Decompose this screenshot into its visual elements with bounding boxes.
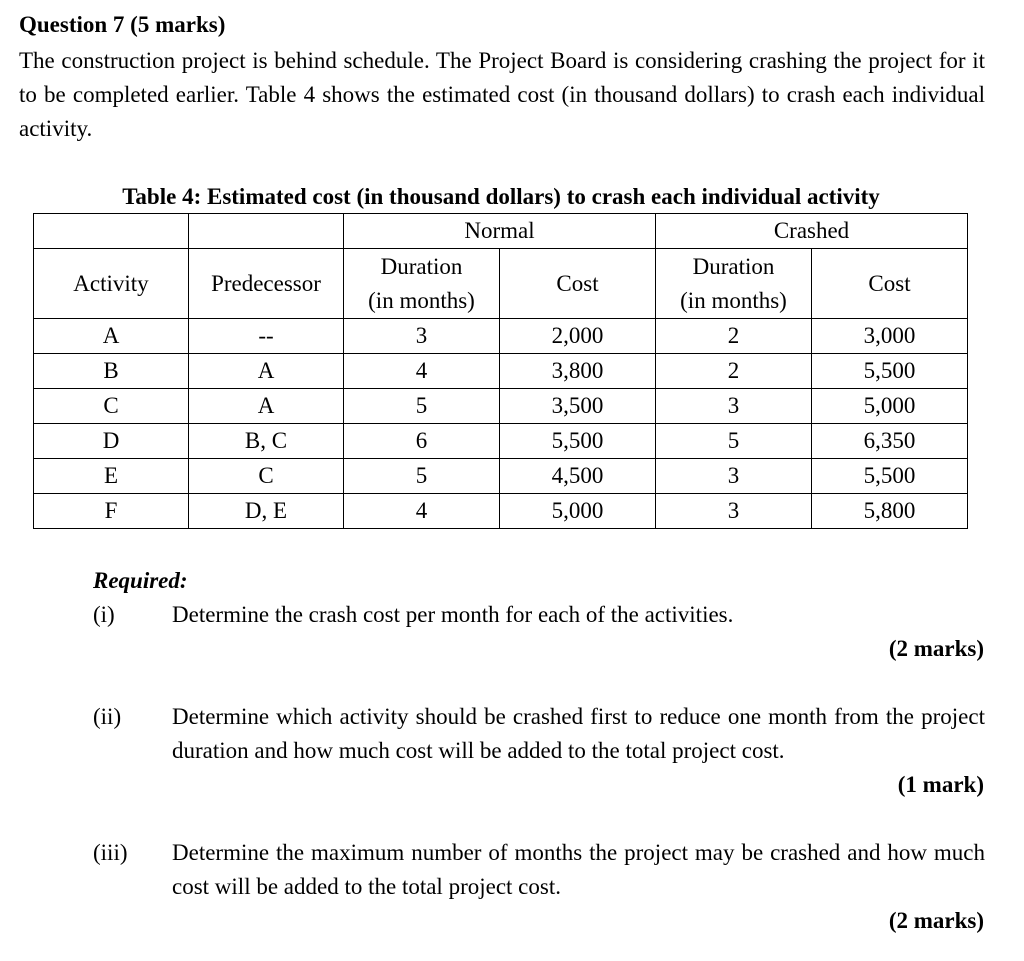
predecessor-cell: D, E (189, 494, 344, 529)
normal-duration-cell: 6 (344, 424, 500, 459)
crashed-duration-cell: 5 (656, 424, 812, 459)
crashed-duration-cell: 3 (656, 494, 812, 529)
table-row (34, 494, 968, 529)
crashed-duration-header (656, 249, 812, 319)
question-title: Question 7 (5 marks) (19, 12, 226, 37)
crashed-cost-cell: 3,000 (812, 319, 968, 354)
normal-group-header: Normal (344, 214, 656, 249)
normal-cost-cell: 3,500 (500, 389, 656, 424)
required-item-number: (ii) (93, 704, 122, 729)
required-item-text: Determine the crash cost per month for each of the activities. (172, 602, 734, 627)
crashed-cost-header: Cost (812, 249, 968, 319)
marks-label: (2 marks) (888, 908, 984, 933)
normal-duration-header-line1: Duration (380, 253, 463, 279)
empty-header-cell (189, 214, 344, 249)
table-row (34, 389, 968, 424)
normal-duration-header (344, 249, 500, 319)
table-caption: Table 4: Estimated cost (in thousand dollars) to crash each individual activity (122, 184, 880, 209)
table-column-header-row (34, 249, 968, 319)
required-item-text: Determine the maximum number of months the project may be crashed and how much cost will be added to the total project cost. (172, 840, 985, 899)
marks-label: (2 marks) (888, 636, 984, 661)
table-row (34, 459, 968, 494)
normal-cost-cell: 4,500 (500, 459, 656, 494)
activity-cell: C (34, 389, 189, 424)
normal-cost-cell: 5,000 (500, 494, 656, 529)
crash-cost-table (33, 213, 968, 529)
crashed-cost-cell: 5,000 (812, 389, 968, 424)
normal-duration-header-line2: (in months) (368, 287, 475, 313)
normal-duration-cell: 4 (344, 494, 500, 529)
normal-cost-cell: 5,500 (500, 424, 656, 459)
crashed-duration-cell: 3 (656, 459, 812, 494)
predecessor-cell: C (189, 459, 344, 494)
crashed-duration-header-line2: (in months) (680, 287, 787, 313)
crashed-cost-cell: 5,500 (812, 459, 968, 494)
required-label: Required: (93, 568, 188, 593)
crashed-duration-cell: 2 (656, 319, 812, 354)
predecessor-header: Predecessor (189, 249, 344, 319)
predecessor-cell: B, C (189, 424, 344, 459)
marks-label: (1 mark) (897, 772, 984, 797)
table-row (34, 319, 968, 354)
normal-duration-cell: 5 (344, 389, 500, 424)
table-row (34, 354, 968, 389)
normal-duration-cell: 5 (344, 459, 500, 494)
required-item-number: (i) (93, 602, 115, 627)
crashed-cost-cell: 6,350 (812, 424, 968, 459)
crashed-duration-cell: 3 (656, 389, 812, 424)
crashed-duration-cell: 2 (656, 354, 812, 389)
normal-cost-cell: 2,000 (500, 319, 656, 354)
table-group-header-row (34, 214, 968, 249)
crashed-duration-header-line1: Duration (692, 253, 775, 279)
crashed-cost-cell: 5,500 (812, 354, 968, 389)
activity-cell: A (34, 319, 189, 354)
empty-header-cell (34, 214, 189, 249)
predecessor-cell: -- (189, 319, 344, 354)
table-row (34, 424, 968, 459)
crashed-group-header: Crashed (656, 214, 968, 249)
activity-header: Activity (34, 249, 189, 319)
predecessor-cell: A (189, 354, 344, 389)
crashed-cost-cell: 5,800 (812, 494, 968, 529)
predecessor-cell: A (189, 389, 344, 424)
question-intro: The construction project is behind schedule. The Project Board is considering crashing the project for it to be completed earlier. Table 4 shows the estimated cost (in thousand dollars) to crash each individual activity. (19, 48, 985, 141)
normal-duration-cell: 4 (344, 354, 500, 389)
required-item-text: Determine which activity should be crashed first to reduce one month from the project duration and how much cost will be added to the total project cost. (172, 704, 985, 763)
normal-cost-cell: 3,800 (500, 354, 656, 389)
normal-duration-cell: 3 (344, 319, 500, 354)
activity-cell: F (34, 494, 189, 529)
activity-cell: D (34, 424, 189, 459)
activity-cell: B (34, 354, 189, 389)
activity-cell: E (34, 459, 189, 494)
normal-cost-header: Cost (500, 249, 656, 319)
required-item-number: (iii) (93, 840, 128, 865)
